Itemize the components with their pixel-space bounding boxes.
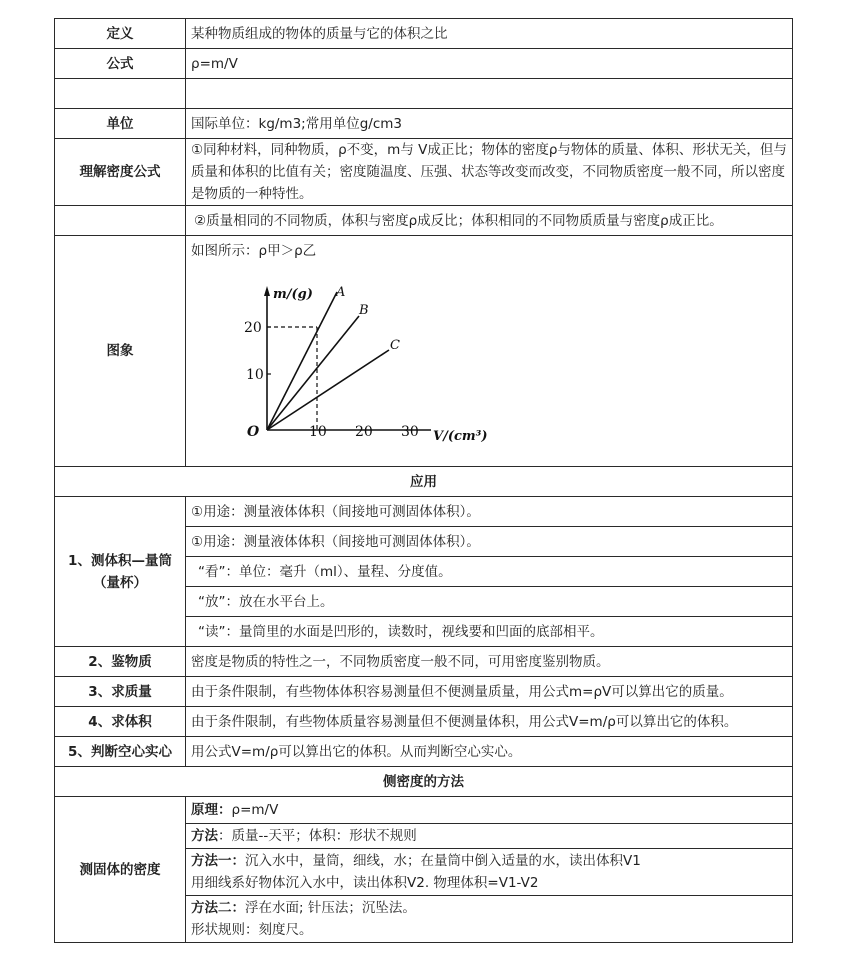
line-b	[267, 316, 359, 430]
hollow-label: 5、判断空心实心	[55, 737, 186, 767]
solid-density-label: 测固体的密度	[55, 797, 186, 943]
mass-volume-graph	[231, 270, 491, 455]
identify-label: 2、鉴物质	[55, 647, 186, 677]
x-tick-label-20: 20	[355, 424, 373, 440]
method-key: 方法	[191, 828, 218, 844]
measure-volume-item: “读”：量筒里的水面是凹形的，读数时，视线要和凹面的底部相平。	[198, 623, 604, 640]
graph-label: 图象	[55, 236, 186, 467]
line-b-label: B	[359, 303, 369, 318]
measure-volume-cell	[186, 497, 793, 647]
measure-volume-item: ①用途：测量液体体积（间接地可测固体体积）。	[186, 497, 792, 527]
solid-density-methods	[186, 797, 792, 942]
measure-volume-item: “看”：单位：毫升（ml）、量程、分度值。	[186, 557, 792, 587]
volume-text: 由于条件限制，有些物体质量容易测量但不便测量体积，用公式V=m/ρ可以算出它的体积。	[186, 707, 793, 737]
identify-text: 密度是物质的特性之一，不同物质密度一般不同，可用密度鉴别物质。	[186, 647, 793, 677]
empty-cell-left	[55, 79, 186, 109]
formula-text: ρ=m/V	[186, 49, 793, 79]
method-two-row	[186, 896, 792, 943]
understand-empty-cell	[55, 206, 186, 236]
empty-cell-right	[186, 79, 793, 109]
method-two-value: 浮在水面; 针压法；沉坠法。	[245, 900, 416, 916]
principle-row	[186, 797, 792, 824]
y-axis-arrow	[264, 286, 270, 296]
measure-volume-list	[186, 497, 792, 646]
y-tick-label-20: 20	[244, 320, 262, 336]
measure-volume-item: ①用途：测量液体体积（间接地可测固体体积）。	[186, 527, 792, 557]
x-axis-label: V/(cm³)	[433, 429, 488, 444]
understand-label: 理解密度公式	[55, 139, 186, 206]
understand-text-1: ①同种材料，同种物质，ρ不变，m与 V成正比；物体的密度ρ与物体的质量、体积、形状无关，但与质量和体积的比值有关；密度随温度、压强、状态等改变而改变，不同物质密度一般不同，所以密度是物质的一种特性。	[186, 139, 793, 206]
y-tick-label-10: 10	[246, 367, 264, 383]
unit-label: 单位	[55, 109, 186, 139]
mass-label: 3、求质量	[55, 677, 186, 707]
principle-value: ρ=m/V	[231, 802, 279, 818]
line-a-label: A	[336, 285, 346, 300]
density-table	[54, 18, 793, 943]
line-a	[267, 292, 337, 430]
application-title: 应用	[55, 467, 793, 497]
line-c-label: C	[390, 338, 400, 353]
mass-text: 由于条件限制，有些物体体积容易测量但不便测量质量，用公式m=ρV可以算出它的质量。	[186, 677, 793, 707]
measure-volume-item: “放”：放在水平台上。	[186, 587, 792, 617]
graph-caption: 如图所示：ρ甲＞ρ乙	[191, 243, 317, 259]
method-two-line-2: 形状规则：刻度尺。	[191, 922, 313, 938]
x-tick-label-30: 30	[401, 424, 419, 440]
method-one-key: 方法一：	[191, 853, 245, 869]
understand-text-2: ②质量相同的不同物质，体积与密度ρ成反比；体积相同的不同物质质量与密度ρ成正比。	[186, 206, 793, 236]
measure-volume-label: 1、测体积—量筒（量杯）	[55, 497, 186, 647]
line-c	[267, 350, 389, 430]
method-one-value: 沉入水中，量筒，细线，水；在量筒中倒入适量的水，读出体积V1	[245, 853, 641, 869]
definition-text: 某种物质组成的物体的质量与它的体积之比	[186, 19, 793, 49]
formula-label: 公式	[55, 49, 186, 79]
y-axis-label: m/(g)	[273, 287, 313, 302]
method-one-line-2: 用细线系好物体沉入水中，读出体积V2. 物理体积=V1-V2	[191, 875, 539, 891]
graph-cell	[186, 236, 793, 467]
definition-label: 定义	[55, 19, 186, 49]
origin-label: O	[247, 424, 260, 440]
method-row	[186, 824, 792, 849]
method-value: ：质量--天平；体积：形状不规则	[218, 828, 417, 844]
volume-label: 4、求体积	[55, 707, 186, 737]
x-tick-label-10: 10	[309, 424, 327, 440]
unit-text: 国际单位：kg/m3;常用单位g/cm3	[186, 109, 793, 139]
method-one-row	[186, 849, 792, 896]
method-two-key: 方法二：	[191, 900, 245, 916]
hollow-text: 用公式V=m/ρ可以算出它的体积。从而判断空心实心。	[186, 737, 793, 767]
density-method-title: 侧密度的方法	[55, 767, 793, 797]
solid-density-cell	[186, 797, 793, 943]
principle-key: 原理：	[191, 802, 232, 818]
